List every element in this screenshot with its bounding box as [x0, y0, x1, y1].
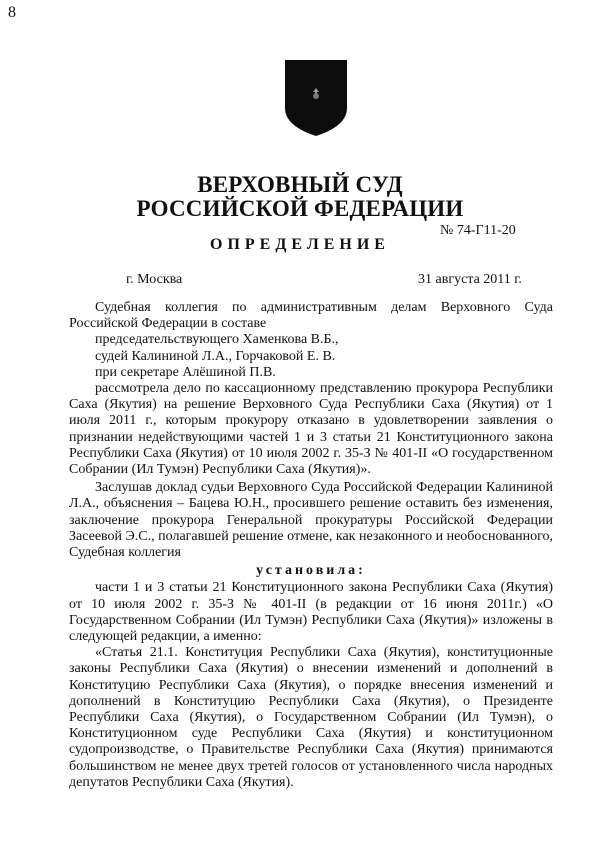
paragraph-considered: рассмотрела дело по кассационному представлению прокурора Республики Саха (Якутия) на решение Верховного Суда Республики Саха (Якутия) от 1 июля 2011 г., которым прокурору отказано в удовлетворении заявления о признании недействующими частей 1 и 3 статьи 21 Конституционного закона Республики Саха (Якутия) от 10 июля 2002 г. 35-З № 401-II «О государственном Собрании (Ил Тумэн) Республики Саха (Якутия)». [69, 381, 553, 478]
document-type-title: ОПРЕДЕЛЕНИЕ [210, 236, 390, 253]
established-heading: установила: [256, 563, 366, 579]
court-name-line2: РОССИЙСКОЙ ФЕДЕРАЦИИ [136, 196, 464, 221]
paragraph-hearing: Заслушав доклад судьи Верховного Суда Российской Федерации Калининой Л.А., объяснения – Бацева Ю.Н., просившего решение оставить без изменения, заключение прокурора Генеральной прокуратуры Российской Федерации Засеевой Э.С., полагавшей решение отмене, как незаконного и необоснованного, Судебная коллегия [69, 480, 553, 561]
paragraph-secretary: при секретаре Алёшиной П.В. [95, 364, 276, 380]
paragraph-law-parts: части 1 и 3 статьи 21 Конституционного закона Республики Саха (Якутия) от 10 июля 2002 г. 35-З № 401-II (в редакции от 16 июня 2011г.) «О Государственном Собрании (Ил Тумэн) Республики Саха (Якутия)» изложены в следующей редакции, а именно: [69, 580, 553, 645]
court-name-line1: ВЕРХОВНЫЙ СУД [197, 172, 403, 197]
paragraph-presiding: председательствующего Хаменкова В.Б., [95, 332, 339, 348]
document-body [69, 300, 553, 791]
decision-date: 31 августа 2011 г. [418, 272, 522, 287]
city: г. Москва [126, 272, 183, 287]
coat-of-arms-emblem-icon [283, 58, 349, 138]
case-number: № 74-Г11-20 [440, 223, 516, 238]
paragraph-article-quote: «Статья 21.1. Конституция Республики Саха (Якутия), конституционные законы Республики Саха (Якутия) о внесении изменений и дополнений в Конституцию Республики Саха (Якутия), о порядке внесения изменений и дополнений в Конституцию Республики Саха (Якутия), о Президенте Республики Саха (Якутия), о Государственном Собрании (Ил Тумэн), о Конституционном суде Республики Саха (Якутия) и конституционном судопроизводстве, о Правительстве Республики Саха (Якутия) принимаются большинством не менее двух третей голосов от установленного числа народных депутатов Республики Саха (Якутия). [69, 645, 553, 790]
paragraph-panel: Судебная коллегия по административным делам Верховного Суда Российской Федерации в составе [69, 300, 553, 332]
page-number-mark: 8 [8, 4, 16, 21]
paragraph-judges: судей Калининой Л.А., Горчаковой Е. В. [95, 348, 336, 364]
